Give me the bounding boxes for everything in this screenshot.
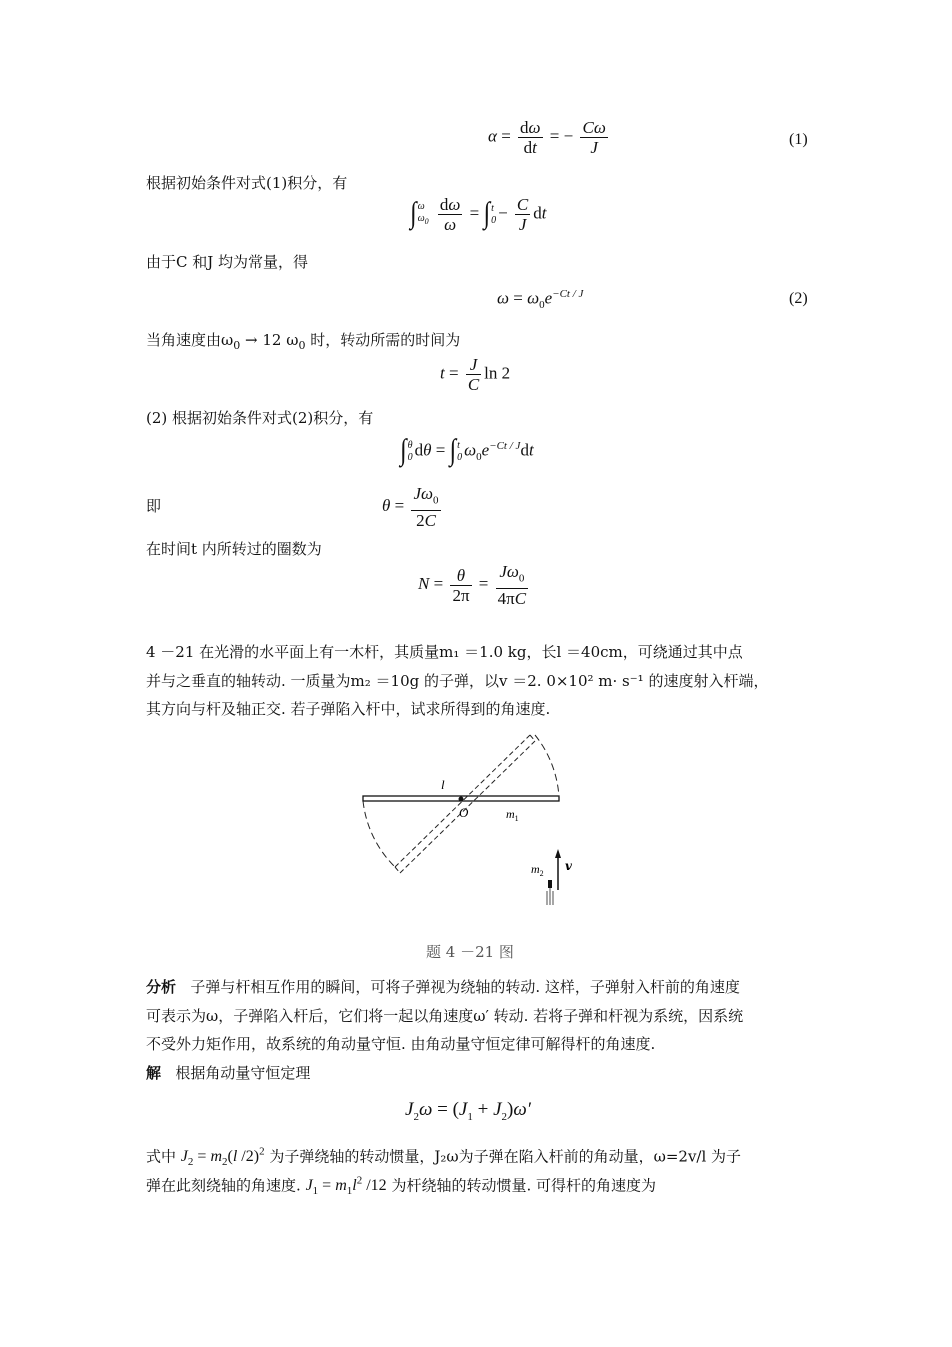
- label-m1-text: m: [506, 807, 515, 821]
- text-fragment: → 12 ω: [240, 331, 299, 349]
- integral-equation-2: ∫ θ 0 dθ = ∫ t 0 $\omega_0e^{-Ct / J}dt$: [400, 434, 534, 468]
- solution-text: 为杆绕轴的转动惯量. 可得杆的角速度为: [391, 1176, 656, 1195]
- velocity-arrowhead: [555, 849, 561, 858]
- arc-right: [535, 735, 559, 797]
- bullet: [548, 880, 552, 888]
- solution-text: 根据角动量守恒定理: [175, 1064, 311, 1082]
- text-line-1: 根据初始条件对式(1)积分，有: [146, 174, 348, 192]
- equation-2: $\omega = \omega_0e^{-Ct / J}$: [497, 288, 584, 312]
- text-fragment: 当角速度由ω: [146, 331, 234, 349]
- text-fragment: 时，转动所需的时间为: [305, 331, 461, 349]
- solution-heading: 解: [146, 1064, 162, 1082]
- analysis-line-1: [146, 978, 740, 996]
- solution-text: 式中: [146, 1147, 177, 1166]
- label-m2-sub: 2: [539, 869, 544, 878]
- label-O: O: [459, 805, 469, 820]
- text-line-6: 在时间t 内所转过的圈数为: [146, 540, 322, 558]
- analysis-line-3: 不受外力矩作用，故系统的角动量守恒. 由角动量守恒定律可解得杆的角速度.: [146, 1035, 656, 1053]
- text-line-5: 即: [146, 497, 162, 515]
- solution-line-1: [146, 1064, 310, 1082]
- rod-bullet-figure: [355, 725, 595, 915]
- text-line-2: 由于C 和J 均为常量，得: [146, 253, 309, 271]
- analysis-text: 子弹与杆相互作用的瞬间，可将子弹视为绕轴的转动. 这样，子弹射入杆前的角速度: [190, 978, 740, 996]
- problem-line-2: 并与之垂直的轴转动. 一质量为m₂ ＝10g 的子弹，以v ＝2. 0×10² m· s⁻¹ 的速度射入杆端，: [146, 672, 769, 690]
- subscript: 0: [233, 339, 241, 352]
- integral-equation-1: ∫ ω $\omega_0$ $\frac{d\omega}{\omega}$ = ∫ t 0 − $\frac{C}{J}$ dt: [410, 195, 547, 234]
- label-m2-text: m: [531, 862, 540, 876]
- problem-line-3: 其方向与杆及轴正交. 若子弹陷入杆中，试求所得到的角速度.: [146, 700, 551, 718]
- equation-2-number: (2): [789, 290, 808, 307]
- analysis-heading: 分析: [146, 978, 177, 996]
- solution-text: 弹在此刻绕轴的角速度.: [146, 1176, 301, 1195]
- label-m1-sub: 1: [514, 814, 519, 823]
- label-v: v: [565, 859, 572, 873]
- problem-line-1: 4 －21 在光滑的水平面上有一木杆，其质量m₁ ＝1.0 kg，长l ＝40cm，可绕通过其中点: [146, 643, 743, 661]
- time-equation: t = $\frac{J}{C}$ ln 2: [440, 355, 511, 394]
- theta-equation: θ = $\frac{J\omega_0}{2C}$: [382, 484, 439, 531]
- figure-caption: 题 4 －21 图: [426, 943, 514, 961]
- solution-text: 为子弹绕轴的转动惯量，J₂ω为子弹在陷入杆前的角动量，ω=2v/l 为子: [269, 1147, 742, 1166]
- equation-1-number: (1): [789, 131, 808, 148]
- analysis-line-2: 可表示为ω，子弹陷入杆后，它们将一起以角速度ω′ 转动. 若将子弹和杆视为系统，因系统: [146, 1007, 744, 1025]
- j1-formula: $J_1 = m_1l^2$ /12: [305, 1175, 387, 1198]
- solution-line-2: [146, 1143, 741, 1172]
- label-m2: [531, 862, 544, 878]
- pivot-point: [459, 797, 464, 802]
- solution-line-3: [146, 1172, 656, 1201]
- subscript: 0: [298, 339, 306, 352]
- arc-left: [363, 801, 395, 867]
- label-m1: [506, 807, 519, 823]
- rotated-rod-dashed: [395, 735, 535, 873]
- equation-1: α = $\frac{d\omega}{dt}$ = − $\frac{C\omega}{J}$: [488, 118, 606, 157]
- turns-equation: N = $\frac{\theta}{2\pi}$ = $\frac{J\omega_0}{4\pi C}$: [418, 562, 527, 609]
- label-l: l: [441, 777, 445, 792]
- conservation-equation: $J_2\omega = (J_1 + J_2)\omega'$: [405, 1099, 531, 1123]
- text-line-3: [146, 331, 460, 355]
- j2-formula: $J_2 = m_2(l$ /2)$^2$: [180, 1146, 265, 1169]
- text-line-4: (2) 根据初始条件对式(2)积分，有: [146, 409, 374, 427]
